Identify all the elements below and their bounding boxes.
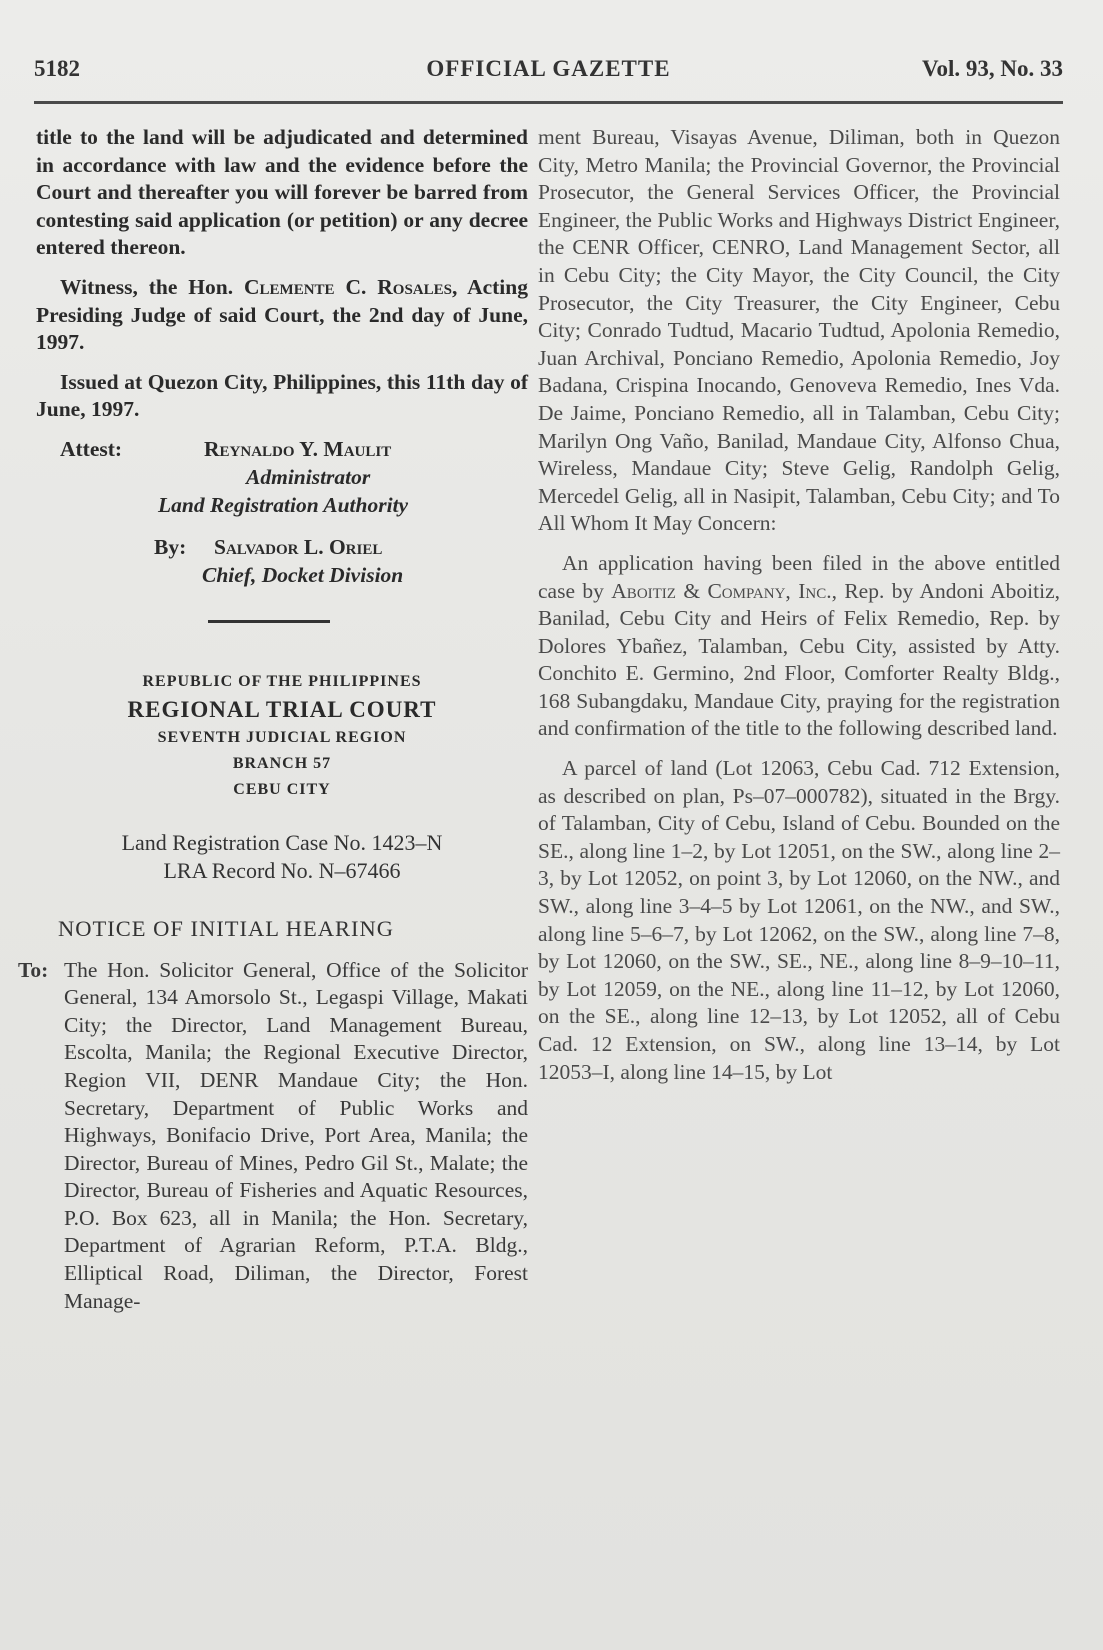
- by-title: Chief, Docket Division: [202, 562, 404, 587]
- page-number: 5182: [34, 56, 80, 81]
- by-name: Salvador L. Oriel: [214, 534, 383, 559]
- page-header: [34, 56, 1063, 88]
- judge-name: Clemente C. Rosales: [244, 274, 452, 299]
- addressees-paragraph: [18, 957, 528, 1316]
- attest-name: Reynaldo Y. Maulit: [204, 436, 392, 461]
- right-column: [538, 124, 1060, 1086]
- attest-label: Attest:: [60, 436, 123, 461]
- issued-paragraph: Issued at Quezon City, Philippines, this 11th day of June, 1997.: [36, 369, 528, 422]
- republic-line: REPUBLIC OF THE PHILIPPINES: [142, 672, 422, 690]
- applicant-company: Aboitiz & Company, Inc.: [611, 578, 832, 603]
- section-divider: [208, 620, 330, 623]
- volume-number: Vol. 93, No. 33: [922, 56, 1063, 81]
- lra-record-number: LRA Record No. N–67466: [163, 857, 401, 883]
- by-label: By:: [154, 534, 187, 559]
- continuation-paragraph: title to the land will be adjudicated and determined in accordance with law and the evidence before the Court and thereafter you will forever be barred from contesting said application (or petition) or any decree entered thereon.: [36, 125, 528, 260]
- case-number: Land Registration Case No. 1423–N: [121, 829, 443, 855]
- attest-block: [36, 436, 528, 520]
- notice-title: NOTICE OF INITIAL HEARING: [58, 915, 394, 941]
- left-column: [18, 124, 528, 1315]
- addressees-text: The Hon. Solicitor General, Office of the Solicitor General, 134 Amorsolo St., Legaspi Village, Makati City; the Director, Land Management Bureau, Escolta, Manila; the Regional Executive Director, Region VII, DENR Mandaue City; the Hon. Secretary, Department of Public Works and Highways, Bonifacio Drive, Port Area, Manila; the Director, Bureau of Mines, Pedro Gil St., Malate; the Director, Bureau of Fisheries and Aquatic Resources, P.O. Box 623, all in Manila; the Hon. Secretary, Department of Agrarian Reform, P.T.A. Bldg., Elliptical Road, Diliman, the Director, Forest Manage-: [64, 957, 528, 1313]
- header-rule: [34, 101, 1063, 104]
- to-label: To:: [18, 957, 49, 982]
- parcel-description: A parcel of land (Lot 12063, Cebu Cad. 712 Extension, as described on plan, Ps–07–000782), situated in the Brgy. of Talamban, City of Cebu, Island of Cebu. Bounded on the SE., along line 1–2, by Lot 12051, on the SW., along line 2–3, by Lot 12052, on point 3, by Lot 12060, on the NW., and SW., along line 3–4–5 by Lot 12061, on the NW., and SW., along line 5–6–7, by Lot 12062, on the SW., along line 7–8, by Lot 12060, on the SW., SE., NE., along line 8–9–10–11, by Lot 12059, on the NE., along line 11–12, by Lot 12060, on the SE., along line 12–13, by Lot 12052, all of Cebu Cad. 12 Extension, on SW., along line 13–14, by Lot 12053–I, along line 14–15, by Lot: [538, 756, 1060, 1084]
- court-heading: [36, 669, 528, 803]
- by-block: [36, 534, 528, 594]
- region-line: SEVENTH JUDICIAL REGION: [157, 728, 407, 746]
- witness-paragraph: Witness, the Hon. Clemente C. Rosales, Acting Presiding Judge of said Court, the 2nd day of June, 1997.: [36, 274, 528, 355]
- attest-agency: Land Registration Authority: [158, 492, 409, 517]
- case-numbers: [36, 829, 528, 885]
- addressees-continuation: ment Bureau, Visayas Avenue, Diliman, both in Quezon City, Metro Manila; the Provincial Governor, the Provincial Prosecutor, the General Services Officer, the Provincial Engineer, the Public Works and Highways District Engineer, the CENR Officer, CENRO, Land Management Sector, all in Cebu City; the City Mayor, the City Council, the City Prosecutor, the City Treasurer, the City Engineer, Cebu City; Conrado Tudtud, Macario Tudtud, Apolonia Remedio, Juan Archival, Ponciano Remedio, Apolonia Remedio, Joy Badana, Crispina Inocando, Genoveva Remedio, Ines Vda. De Jaime, Ponciano Remedio, all in Talamban, Cebu City; Marilyn Ong Vaño, Banilad, Mandaue City, Alfonso Chua, Wireless, Mandaue City; Steve Gelig, Randolph Gelig, Mercedel Gelig, all in Nasipit, Talamban, Cebu City; and To All Whom It May Concern:: [538, 125, 1060, 536]
- branch-line: BRANCH 57: [232, 754, 332, 772]
- application-paragraph: An application having been filed in the above entitled case by Aboitiz & Company, Inc., Rep. by Andoni Aboitiz, Banilad, Cebu City and Heirs of Felix Remedio, Rep. by Dolores Ybañez, Talamban, Cebu City, assisted by Atty. Conchito E. Germino, 2nd Floor, Comforter Realty Bldg., 168 Subangdaku, Mandaue City, praying for the registration and confirmation of the title to the following described land.: [538, 550, 1061, 741]
- court-name: REGIONAL TRIAL COURT: [127, 696, 437, 722]
- city-line: CEBU CITY: [233, 780, 331, 798]
- publication-title: OFFICIAL GAZETTE: [426, 56, 671, 81]
- attest-title: Administrator: [246, 464, 371, 489]
